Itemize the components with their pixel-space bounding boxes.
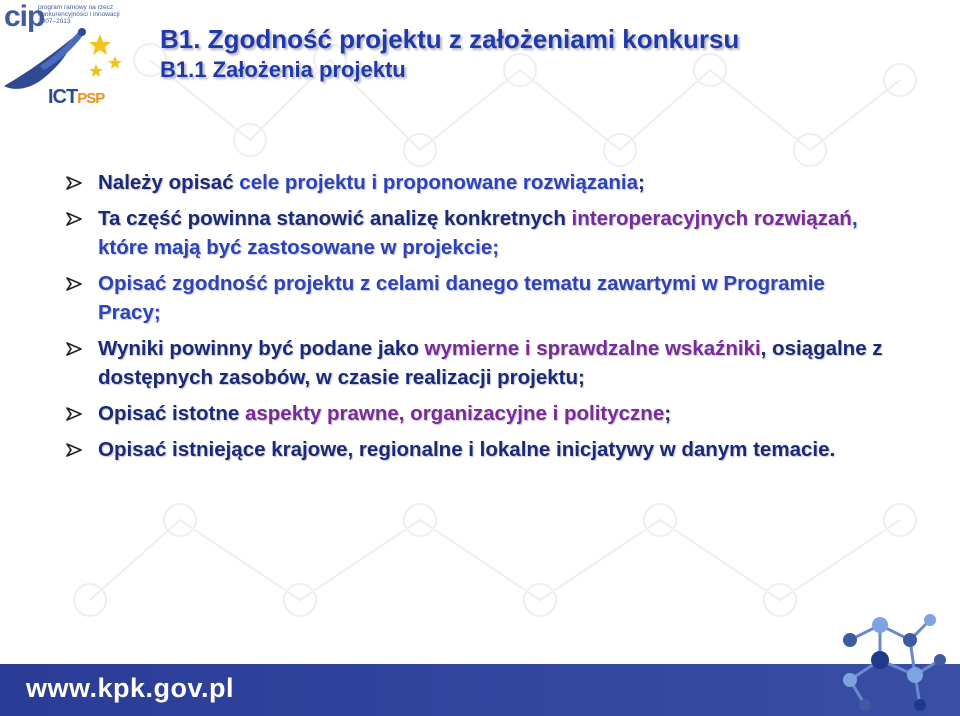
slide-title: B1. Zgodność projektu z założeniami konkursu [160, 24, 740, 54]
logo-ict-text: ICT [48, 86, 78, 108]
logo-psp-text: PSP [77, 90, 105, 107]
arrowhead-icon [66, 176, 82, 190]
arrowhead-icon [66, 212, 82, 226]
arrowhead-icon [66, 277, 82, 291]
bullet-text: Opisać zgodność projektu z celami danego tematu zawartymi w Programie Pracy; [98, 272, 825, 324]
arrowhead-icon [66, 342, 82, 356]
bullet-text-highlight: cele projektu i proponowane rozwiązania [239, 171, 638, 194]
bullet-text-highlight: aspekty prawne, organizacyjne i polityczne [244, 402, 665, 425]
bullet-text: Wyniki powinny być podane jako [98, 337, 425, 360]
bullet-item [62, 168, 892, 197]
bullet-text: , które mają być zastosowane w projekcie; [98, 207, 858, 259]
bullet-item [62, 399, 892, 428]
bullet-text: Ta część powinna stanowić analizę konkretnych [98, 207, 572, 230]
arrowhead-icon [66, 407, 82, 421]
bullet-text: Opisać istniejące krajowe, regionalne i lokalne inicjatywy w danym temacie. [98, 438, 836, 461]
bullet-text: ; [638, 171, 645, 194]
bullet-text-highlight: wymierne i sprawdzalne wskaźniki [424, 337, 761, 360]
bullet-text: ; [664, 402, 672, 425]
slide-subtitle: B1.1 Założenia projektu [160, 57, 406, 82]
logo-ict-psp [48, 86, 104, 109]
molecule-icon [820, 600, 960, 716]
bullet-list [62, 168, 892, 471]
bullet-text-highlight: interoperacyjnych rozwiązań [571, 207, 852, 230]
logo-line-1: program ramowy na rzecz [38, 4, 114, 11]
bullet-text: Opisać istotne [98, 402, 245, 425]
bullet-item [62, 269, 892, 327]
bullet-item [62, 334, 892, 392]
logo-cip-text: cip [4, 0, 45, 33]
arrowhead-icon [66, 443, 82, 457]
bullet-item [62, 435, 892, 464]
footer-url[interactable]: www.kpk.gov.pl [26, 673, 235, 703]
bullet-text: , osiągalne z dostępnych zasobów, w czasie realizacji projektu; [98, 337, 883, 389]
logo-line-3: 2007–2013 [38, 18, 71, 25]
cip-logo [0, 0, 150, 115]
bullet-text: Należy opisać [98, 171, 240, 194]
logo-line-2: konkurencyjności i innowacji [38, 11, 120, 18]
bullet-item [62, 204, 892, 262]
